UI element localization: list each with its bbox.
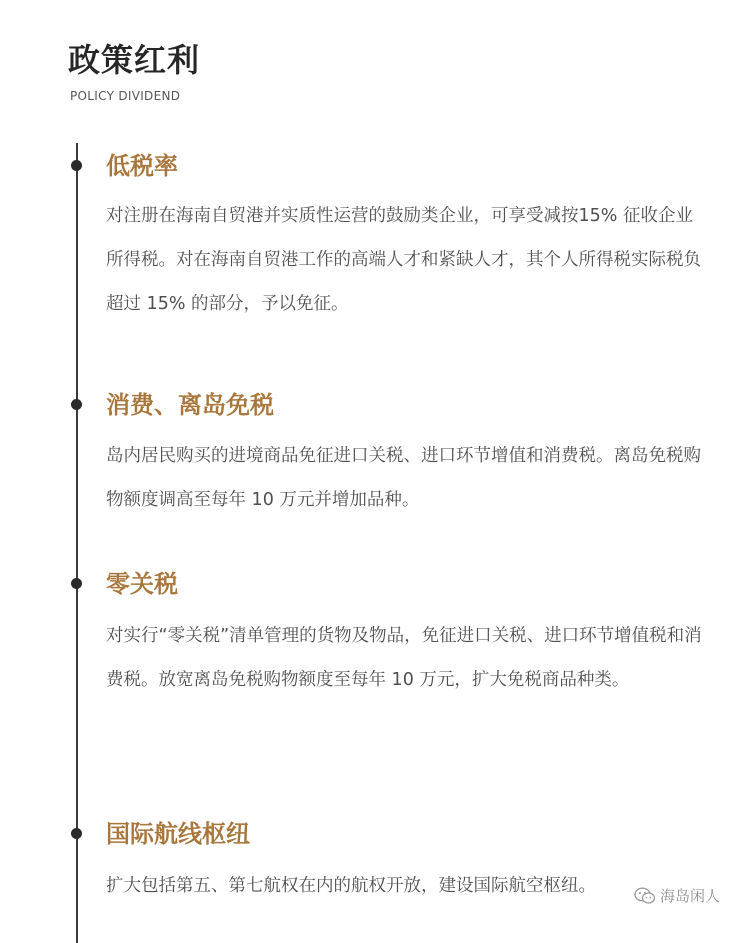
- section-text: 对实行“零关税”清单管理的货物及物品，免征进口关税、进口环节增值税和消费税。放宽离岛免税购物额度至每年 10 万元，扩大免税商品种类。: [106, 626, 702, 690]
- section-text: 岛内居民购买的进境商品免征进口关税、进口环节增值和消费税。离岛免税购物额度调高至每年 10 万元并增加品种。: [106, 446, 701, 510]
- timeline-line: [76, 143, 78, 943]
- page-subtitle: POLICY DIVIDEND: [70, 89, 181, 103]
- timeline-dot: [71, 160, 82, 171]
- section-title: 零关税: [106, 570, 178, 598]
- timeline-dot: [71, 578, 82, 589]
- section-text: 扩大包括第五、第七航权在内的航权开放，建设国际航空枢纽。: [106, 876, 596, 896]
- section-title: 国际航线枢纽: [106, 820, 250, 848]
- section-title: 低税率: [106, 152, 178, 180]
- section-text: 对注册在海南自贸港并实质性运营的鼓励类企业，可享受减按15% 征收企业所得税。对在海南自贸港工作的高端人才和紧缺人才，其个人所得税实际税负超过 15% 的部分，予以免征。: [106, 206, 701, 314]
- watermark-text: 海岛闲人: [659, 887, 720, 905]
- section-title: 消费、离岛免税: [106, 391, 274, 419]
- timeline-dot: [71, 399, 82, 410]
- wechat-icon: [634, 887, 656, 905]
- watermark: [634, 886, 720, 906]
- timeline-dot: [71, 828, 82, 839]
- page-title: 政策红利: [68, 41, 201, 79]
